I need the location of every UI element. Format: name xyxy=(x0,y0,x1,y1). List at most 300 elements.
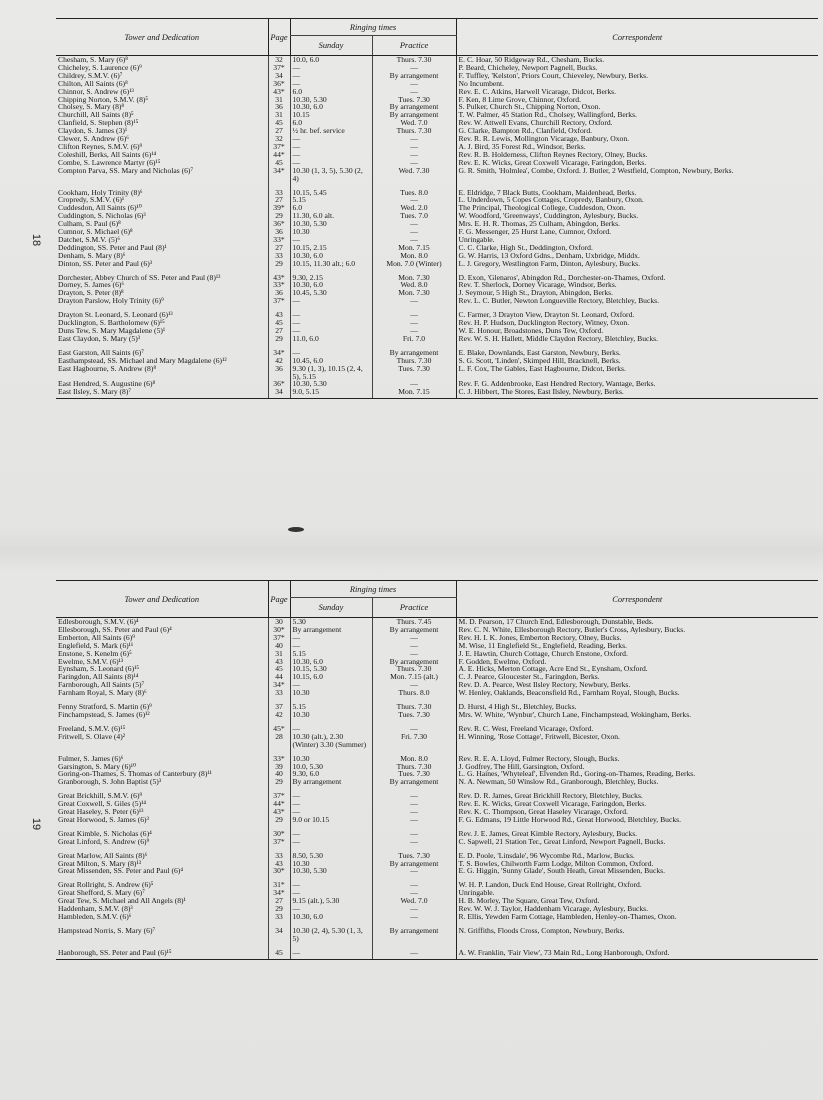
tower-cell: Farnborough, All Saints (5)⁷ xyxy=(58,680,145,690)
table-row xyxy=(56,681,818,689)
page-cell: 43* xyxy=(268,808,290,816)
page-cell: 31 xyxy=(268,650,290,658)
correspondent-cell: E. C. Hoar, 50 Ridgeway Rd., Chesham, Bucks. xyxy=(456,56,818,64)
table-row xyxy=(56,297,818,305)
page-cell: 44 xyxy=(268,673,290,681)
tower-cell: Freeland, S.M.V. (6)¹⁵ xyxy=(58,723,126,733)
practice-cell: Tues. 7.30 xyxy=(372,852,456,860)
practice-cell: Fri. 7.30 xyxy=(372,733,456,749)
table-row xyxy=(56,913,818,921)
correspondent-cell: W. H. P. Landon, Duck End House, Great Rollright, Oxford. xyxy=(456,881,818,889)
sunday-cell: — xyxy=(290,725,372,733)
practice-cell: — xyxy=(372,196,456,204)
page-cell: 39 xyxy=(268,763,290,771)
table-row xyxy=(56,236,818,244)
practice-cell: — xyxy=(372,236,456,244)
sunday-cell: 10.30, 6.0 xyxy=(290,281,372,289)
page-cell: 37* xyxy=(268,792,290,800)
tower-cell: Finchampstead, S. James (6)¹² xyxy=(58,709,150,719)
practice-cell: — xyxy=(372,297,456,305)
practice-cell: Tues. 7.0 xyxy=(372,212,456,220)
tower-cell: Garsington, S. Mary (6)¹⁰ xyxy=(58,761,137,771)
table-row xyxy=(56,204,818,212)
correspondent-cell: H. Winning, 'Rose Cottage', Fritwell, Bicester, Oxon. xyxy=(456,733,818,749)
tower-cell: Clifton Reynes, S.M.V. (6)⁹ xyxy=(58,141,143,151)
correspondent-cell: G. W. Harris, 13 Oxford Gdns., Denham, Uxbridge, Middx. xyxy=(456,252,818,260)
table-row xyxy=(56,151,818,159)
sunday-cell: 10.15, 5.30 xyxy=(290,665,372,673)
table-row xyxy=(56,634,818,642)
practice-cell: Wed. 2.0 xyxy=(372,204,456,212)
tower-cell: Ducklington, S. Bartholomew (6)¹⁵ xyxy=(58,318,165,328)
page-cell: 33* xyxy=(268,281,290,289)
tower-cell: Deddington, SS. Peter and Paul (8)¹ xyxy=(58,242,167,252)
header-sunday: Sunday xyxy=(290,36,372,56)
page-cell: 29 xyxy=(268,778,290,786)
correspondent-cell: Rev. E. K. Wicks, Great Coxwell Vicarage, Faringdon, Berks. xyxy=(456,800,818,808)
page-cell: 31 xyxy=(268,96,290,104)
page-cell: 33* xyxy=(268,236,290,244)
practice-cell: Fri. 7.0 xyxy=(372,335,456,343)
correspondent-cell: Mrs. E. H. R. Thomas, 25 Culham, Abingdon, Berks. xyxy=(456,220,818,228)
table-row xyxy=(56,72,818,80)
sunday-cell: By arrangement xyxy=(290,626,372,634)
table-row xyxy=(56,800,818,808)
practice-cell: By arrangement xyxy=(372,626,456,634)
practice-cell: Wed. 7.0 xyxy=(372,897,456,905)
practice-cell: Thurs. 7.30 xyxy=(372,357,456,365)
header-tower: Tower and Dedication xyxy=(56,19,268,56)
page-cell: 28 xyxy=(268,733,290,749)
table-row xyxy=(56,703,818,711)
practice-cell: — xyxy=(372,816,456,824)
tower-cell: Great Shefford, S. Mary (6)⁷ xyxy=(58,888,145,898)
practice-cell: Thurs. 7.45 xyxy=(372,618,456,626)
table-row xyxy=(56,127,818,135)
table-row xyxy=(56,260,818,268)
table-row xyxy=(56,792,818,800)
tower-cell: Granborough, S. John Baptist (5)³ xyxy=(58,777,162,787)
table-row xyxy=(56,905,818,913)
correspondent-cell: G. Clarke, Bampton Rd., Clanfield, Oxford. xyxy=(456,127,818,135)
table-row xyxy=(56,167,818,183)
correspondent-cell: F. G. Messenger, 25 Hurst Lane, Cumnor, Oxford. xyxy=(456,228,818,236)
correspondent-cell: L. Underdown, 5 Copes Cottages, Cropredy, Banbury, Oxon. xyxy=(456,196,818,204)
correspondent-cell: E. D. Poole, 'Linsdale', 96 Wycombe Rd., Marlow, Bucks. xyxy=(456,852,818,860)
table-row xyxy=(56,380,818,388)
header-correspondent: Correspondent xyxy=(456,19,818,56)
correspondent-cell: Rev. R. R. Lewis, Mollington Vicarage, Banbury, Oxon. xyxy=(456,135,818,143)
register-page-18 xyxy=(56,18,818,399)
page-cell: 43 xyxy=(268,658,290,666)
practice-cell: — xyxy=(372,319,456,327)
tower-cell: Dinton, SS. Peter and Paul (6)³ xyxy=(58,258,153,268)
practice-cell: Mon. 7.30 xyxy=(372,289,456,297)
correspondent-cell: Unringable. xyxy=(456,889,818,897)
table-row xyxy=(56,658,818,666)
tower-cell: East Hendred, S. Augustine (6)⁸ xyxy=(58,379,156,389)
page-cell: 29 xyxy=(268,335,290,343)
tower-cell: Culham, S. Paul (6)⁸ xyxy=(58,219,121,229)
table-row xyxy=(56,642,818,650)
sunday-cell: 10.15, 5.45 xyxy=(290,189,372,197)
correspondent-cell: S. Pulker, Church St., Chipping Norton, Oxon. xyxy=(456,103,818,111)
page-cell: 37* xyxy=(268,297,290,305)
sunday-cell: 5.15 xyxy=(290,703,372,711)
sunday-cell: 11.30, 6.0 alt. xyxy=(290,212,372,220)
page-cell: 43 xyxy=(268,311,290,319)
tower-cell: East Claydon, S. Mary (5)³ xyxy=(58,333,140,343)
table-row xyxy=(56,881,818,889)
sunday-cell: 10.0, 6.0 xyxy=(290,56,372,64)
practice-cell: Tues. 7.30 xyxy=(372,770,456,778)
tower-cell: Datchet, S.M.V. (5)⁶ xyxy=(58,234,120,244)
tower-cell: Cropredy, S.M.V. (6)¹ xyxy=(58,195,125,205)
correspondent-cell: W. Henley, Oaklands, Beaconsfield Rd., Farnham Royal, Slough, Bucks. xyxy=(456,689,818,697)
correspondent-cell: Rev. J. E. James, Great Kimble Rectory, Aylesbury, Bucks. xyxy=(456,830,818,838)
tower-cell: Faringdon, All Saints (8)¹⁴ xyxy=(58,672,139,682)
sunday-cell: 9.0, 5.15 xyxy=(290,388,372,398)
tower-cell: Haddenham, S.M.V. (8)³ xyxy=(58,904,133,914)
page-number-18: 18 xyxy=(30,233,43,247)
sunday-cell: 11.0, 6.0 xyxy=(290,335,372,343)
sunday-cell: 10.30 xyxy=(290,860,372,868)
binding-mark xyxy=(288,527,304,532)
practice-cell: — xyxy=(372,881,456,889)
table-row xyxy=(56,228,818,236)
practice-cell: By arrangement xyxy=(372,658,456,666)
page-cell: 34* xyxy=(268,167,290,183)
sunday-cell: 10.30, 5.30 xyxy=(290,380,372,388)
correspondent-cell: N. Griffiths, Floods Cross, Compton, Newbury, Berks. xyxy=(456,927,818,943)
correspondent-cell: A. J. Bird, 35 Forest Rd., Windsor, Berks. xyxy=(456,143,818,151)
tower-cell: Fenny Stratford, S. Martin (6)⁹ xyxy=(58,702,152,712)
practice-cell: — xyxy=(372,228,456,236)
sunday-cell: 9.30, 2.15 xyxy=(290,274,372,282)
practice-cell: — xyxy=(372,838,456,846)
practice-cell: By arrangement xyxy=(372,103,456,111)
sunday-cell: — xyxy=(290,159,372,167)
page-cell: 29 xyxy=(268,212,290,220)
page-cell: 27 xyxy=(268,897,290,905)
correspondent-cell: Unringable. xyxy=(456,236,818,244)
tower-cell: Drayton St. Leonard, S. Leonard (6)¹³ xyxy=(58,310,173,320)
sunday-cell: 5.15 xyxy=(290,196,372,204)
practice-cell: — xyxy=(372,681,456,689)
table-row xyxy=(56,830,818,838)
sunday-cell: 5.15 xyxy=(290,650,372,658)
practice-cell: Tues. 7.30 xyxy=(372,711,456,719)
correspondent-cell: Rev. W. S. H. Hallett, Middle Claydon Rectory, Bletchley, Bucks. xyxy=(456,335,818,343)
page-cell: 37 xyxy=(268,703,290,711)
sunday-cell: — xyxy=(290,634,372,642)
correspondent-cell: F. Tuffley, 'Kelston', Priors Court, Chieveley, Newbury, Berks. xyxy=(456,72,818,80)
page-cell: 43* xyxy=(268,88,290,96)
page-cell: 37* xyxy=(268,838,290,846)
page-cell: 30* xyxy=(268,830,290,838)
correspondent-cell: E. G. Higgin, 'Sunny Glade', South Heath, Great Missenden, Bucks. xyxy=(456,867,818,875)
page-cell: 30* xyxy=(268,867,290,875)
table-row xyxy=(56,289,818,297)
tower-cell: Great Missenden, SS. Peter and Paul (6)⁴ xyxy=(58,866,183,876)
practice-cell: — xyxy=(372,80,456,88)
correspondent-cell: Rev. R. C. West, Freeland Vicarage, Oxford. xyxy=(456,725,818,733)
sunday-cell: By arrangement xyxy=(290,778,372,786)
practice-cell: — xyxy=(372,220,456,228)
page-cell: 40 xyxy=(268,770,290,778)
practice-cell: Tues. 7.30 xyxy=(372,96,456,104)
sunday-cell: — xyxy=(290,151,372,159)
header-ringing: Ringing times xyxy=(290,19,456,36)
page-cell: 45 xyxy=(268,159,290,167)
sunday-cell: 8.50, 5.30 xyxy=(290,852,372,860)
practice-cell: Mon. 7.15 (alt.) xyxy=(372,673,456,681)
sunday-cell: 10.15, 6.0 xyxy=(290,673,372,681)
sunday-cell: — xyxy=(290,143,372,151)
tower-cell: Ewelme, S.M.V. (6)¹³ xyxy=(58,656,124,666)
correspondent-cell: Rev. E. K. Wicks, Great Coxwell Vicarage, Faringdon, Berks. xyxy=(456,159,818,167)
practice-cell: Mon. 7.15 xyxy=(372,244,456,252)
page-cell: 45* xyxy=(268,725,290,733)
correspondent-cell: L. J. Gregory, Westlington Farm, Dinton, Aylesbury, Bucks. xyxy=(456,260,818,268)
correspondent-cell: Rev. E. C. Atkins, Harwell Vicarage, Didcot, Berks. xyxy=(456,88,818,96)
sunday-cell: — xyxy=(290,681,372,689)
practice-cell: Thurs. 7.30 xyxy=(372,703,456,711)
tower-cell: Cumnor, S. Michael (6)⁸ xyxy=(58,227,133,237)
practice-cell: — xyxy=(372,830,456,838)
correspondent-cell: T. S. Bowles, Chilworth Farm Lodge, Milton Common, Oxford. xyxy=(456,860,818,868)
practice-cell: Wed. 7.30 xyxy=(372,167,456,183)
sunday-cell: 9.30, 6.0 xyxy=(290,770,372,778)
page-cell: 32 xyxy=(268,135,290,143)
practice-cell: Mon. 7.0 (Winter) xyxy=(372,260,456,268)
page-cell: 45 xyxy=(268,319,290,327)
tower-cell: Drayton, S. Peter (8)⁸ xyxy=(58,288,124,298)
table-row xyxy=(56,88,818,96)
register-page-19 xyxy=(56,580,818,960)
sunday-cell: — xyxy=(290,642,372,650)
tower-cell: East Ilsley, S. Mary (8)⁷ xyxy=(56,388,268,398)
tower-cell: Drayton Parslow, Holy Trinity (6)⁹ xyxy=(58,296,164,306)
header-sunday: Sunday xyxy=(290,598,372,618)
tower-cell: Dorney, S. James (6)⁶ xyxy=(58,280,125,290)
practice-cell: By arrangement xyxy=(372,927,456,943)
correspondent-cell: A. E. Hicks, Merton Cottage, Acre End St., Eynsham, Oxford. xyxy=(456,665,818,673)
page-cell: 33 xyxy=(268,689,290,697)
practice-cell: — xyxy=(372,88,456,96)
page-cell: 42 xyxy=(268,711,290,719)
page-cell: 27 xyxy=(268,327,290,335)
sunday-cell: — xyxy=(290,792,372,800)
table-row xyxy=(56,189,818,197)
correspondent-cell: W. Woodford, 'Greenways', Cuddington, Aylesbury, Bucks. xyxy=(456,212,818,220)
table-row xyxy=(56,733,818,749)
sunday-cell: 6.0 xyxy=(290,88,372,96)
table-row xyxy=(56,867,818,875)
sunday-cell: 10.30 xyxy=(290,755,372,763)
practice-cell: — xyxy=(372,800,456,808)
sunday-cell: — xyxy=(290,838,372,846)
tower-cell: Chicheley, S. Laurence (6)⁹ xyxy=(58,62,142,72)
correspondent-cell: C. J. Pearce, Gloucester St., Faringdon, Berks. xyxy=(456,673,818,681)
page-cell: 45 xyxy=(268,949,290,959)
correspondent-cell: L. F. Cox, The Gables, East Hagbourne, Didcot, Berks. xyxy=(456,365,818,381)
tower-cell: Edlesborough, S.M.V. (6)⁴ xyxy=(58,617,139,626)
practice-cell: — xyxy=(372,64,456,72)
sunday-cell: — xyxy=(290,905,372,913)
tower-cell: Claydon, S. James (3)¹ xyxy=(58,126,128,136)
tower-cell: Fulmer, S. James (6)⁶ xyxy=(58,753,124,763)
correspondent-cell: F. Ken, 8 Lime Grove, Chinnor, Oxford. xyxy=(456,96,818,104)
practice-cell: — xyxy=(372,949,456,959)
tower-cell: Englefield, S. Mark (6)¹¹ xyxy=(58,640,134,650)
header-practice: Practice xyxy=(372,598,456,618)
tower-cell: Churchill, All Saints (8)⁵ xyxy=(58,110,134,120)
table-row xyxy=(56,388,818,398)
correspondent-cell: Mrs. W. White, 'Wynbur', Church Lane, Finchampstead, Wokingham, Berks. xyxy=(456,711,818,719)
sunday-cell: 6.0 xyxy=(290,204,372,212)
table-row xyxy=(56,327,818,335)
page-cell: 29 xyxy=(268,905,290,913)
table-row xyxy=(56,281,818,289)
page-cell: 30* xyxy=(268,626,290,634)
table-row xyxy=(56,119,818,127)
table-row xyxy=(56,949,818,959)
practice-cell: By arrangement xyxy=(372,72,456,80)
correspondent-cell: F. Godden, Ewelme, Oxford. xyxy=(456,658,818,666)
correspondent-cell: J. Godfrey, The Hill, Garsington, Oxford. xyxy=(456,763,818,771)
tower-cell: Compton Parva, SS. Mary and Nicholas (6)⁷ xyxy=(58,165,194,175)
sunday-cell: 6.0 xyxy=(290,119,372,127)
page-cell: 27 xyxy=(268,127,290,135)
page-cell: 40 xyxy=(268,642,290,650)
practice-cell: — xyxy=(372,905,456,913)
practice-cell: By arrangement xyxy=(372,111,456,119)
page-cell: 37* xyxy=(268,634,290,642)
sunday-cell: 9.0 or 10.15 xyxy=(290,816,372,824)
table-row xyxy=(56,673,818,681)
table-row xyxy=(56,244,818,252)
practice-cell: Tues. 7.30 xyxy=(372,365,456,381)
page-cell: 34* xyxy=(268,889,290,897)
table-row xyxy=(56,319,818,327)
page-cell: 36 xyxy=(268,289,290,297)
correspondent-cell: M. Wise, 11 Englefield St., Englefield, Reading, Berks. xyxy=(456,642,818,650)
sunday-cell: 10.45, 6.0 xyxy=(290,357,372,365)
table-row xyxy=(56,897,818,905)
table-row xyxy=(56,365,818,381)
page-cell: 31 xyxy=(268,111,290,119)
tower-cell: Cuddesdon, All Saints (6)¹⁰ xyxy=(58,203,142,213)
practice-cell: By arrangement xyxy=(372,860,456,868)
correspondent-cell: Rev. R. E. A. Lloyd, Fulmer Rectory, Slough, Bucks. xyxy=(456,755,818,763)
correspondent-cell: Rev. D. A. Pearce, West Ilsley Rectory, Newbury, Berks. xyxy=(456,681,818,689)
tower-cell: Cuddington, S. Nicholas (6)³ xyxy=(58,211,146,221)
sunday-cell: 10.30, 6.0 xyxy=(290,913,372,921)
page-cell: 34 xyxy=(268,388,290,398)
table-row xyxy=(56,755,818,763)
correspondent-cell: G. R. Smith, 'Holmlea', Combe, Oxford. J. Butler, 2 Westfield, Compton, Newbury, Berks. xyxy=(456,167,818,183)
header-correspondent: Correspondent xyxy=(456,581,818,618)
page-cell: 36* xyxy=(268,220,290,228)
page-cell: 27 xyxy=(268,244,290,252)
practice-cell: — xyxy=(372,867,456,875)
practice-cell: — xyxy=(372,889,456,897)
sunday-cell: ½ hr. bef. service xyxy=(290,127,372,135)
register-table-18 xyxy=(56,18,818,399)
page-cell: 37* xyxy=(268,143,290,151)
sunday-cell: 5.30 xyxy=(290,618,372,626)
page-cell: 36 xyxy=(268,365,290,381)
practice-cell: Wed. 8.0 xyxy=(372,281,456,289)
sunday-cell: 10.30, 6.0 xyxy=(290,103,372,111)
table-row xyxy=(56,725,818,733)
correspondent-cell: Rev. H. P. Hudson, Ducklington Rectory, Witney, Oxon. xyxy=(456,319,818,327)
sunday-cell: — xyxy=(290,949,372,959)
table-row xyxy=(56,311,818,319)
sunday-cell: — xyxy=(290,135,372,143)
practice-cell: — xyxy=(372,380,456,388)
page-cell: 43 xyxy=(268,860,290,868)
table-row xyxy=(56,808,818,816)
tower-cell: Hampstead Norris, S. Mary (6)⁷ xyxy=(58,925,156,935)
page-cell: 45 xyxy=(268,119,290,127)
correspondent-cell: No Incumbent. xyxy=(456,80,818,88)
tower-cell: Childrey, S.M.V. (6)⁷ xyxy=(58,70,123,80)
sunday-cell: — xyxy=(290,64,372,72)
practice-cell: — xyxy=(372,151,456,159)
tower-cell: Denham, S. Mary (8)⁶ xyxy=(58,250,126,260)
practice-cell: Mon. 7.30 xyxy=(372,274,456,282)
tower-cell: Cholsey, S. Mary (8)⁸ xyxy=(58,102,125,112)
table-row xyxy=(56,80,818,88)
sunday-cell: 9.30 (1, 3), 10.15 (2, 4, 5), 5.15 xyxy=(290,365,372,381)
correspondent-cell: P. Beard, Chicheley, Newport Pagnell, Bucks. xyxy=(456,64,818,72)
correspondent-cell: F. G. Edmans, 19 Little Horwood Rd., Great Horwood, Bletchley, Bucks. xyxy=(456,816,818,824)
correspondent-cell: R. Ellis, Yewden Farm Cottage, Hambleden, Henley-on-Thames, Oxon. xyxy=(456,913,818,921)
register-body-18 xyxy=(56,56,818,399)
correspondent-cell: Rev. D. R. James, Great Brickhill Rectory, Bletchley, Bucks. xyxy=(456,792,818,800)
correspondent-cell: D. Exon, 'Glenaros', Abingdon Rd., Dorchester-on-Thames, Oxford. xyxy=(456,274,818,282)
correspondent-cell: C. Sapwell, 21 Station Ter., Great Linford, Newport Pagnell, Bucks. xyxy=(456,838,818,846)
table-row xyxy=(56,927,818,943)
practice-cell: — xyxy=(372,642,456,650)
register-body-19 xyxy=(56,618,818,960)
sunday-cell: — xyxy=(290,889,372,897)
correspondent-cell: W. E. Honour, Broadstones, Duns Tew, Oxford. xyxy=(456,327,818,335)
table-row xyxy=(56,111,818,119)
tower-cell: Chilton, All Saints (6)⁸ xyxy=(58,78,128,88)
tower-cell: Duns Tew, S. Mary Magdalene (5)¹ xyxy=(58,326,166,335)
correspondent-cell: J. E. Hawtin, Church Cottage, Church Enstone, Oxford. xyxy=(456,650,818,658)
correspondent-cell: Rev. C. N. White, Ellesborough Rectory, Butler's Cross, Aylesbury, Bucks. xyxy=(456,626,818,634)
correspondent-cell: T. W. Palmer, 45 Station Rd., Cholsey, Wallingford, Berks. xyxy=(456,111,818,119)
sunday-cell: 10.30 (alt.), 2.30 (Winter) 3.30 (Summer) xyxy=(290,733,372,749)
header-ringing: Ringing times xyxy=(290,581,456,598)
tower-cell: Goring-on-Thames, S. Thomas of Canterbury (8)¹¹ xyxy=(58,769,212,779)
header-practice: Practice xyxy=(372,36,456,56)
practice-cell: Mon. 8.0 xyxy=(372,755,456,763)
sunday-cell: 10.30 xyxy=(290,228,372,236)
header-page: Page xyxy=(268,19,290,56)
correspondent-cell: Rev. W. W. J. Taylor, Haddenham Vicarage, Aylesbury, Bucks. xyxy=(456,905,818,913)
correspondent-cell: M. D. Pearson, 17 Church End, Edlesborough, Dunstable, Beds. xyxy=(456,618,818,626)
page-cell: 29 xyxy=(268,260,290,268)
practice-cell: — xyxy=(372,792,456,800)
table-row xyxy=(56,357,818,365)
sunday-cell: — xyxy=(290,808,372,816)
practice-cell: Mon. 8.0 xyxy=(372,252,456,260)
